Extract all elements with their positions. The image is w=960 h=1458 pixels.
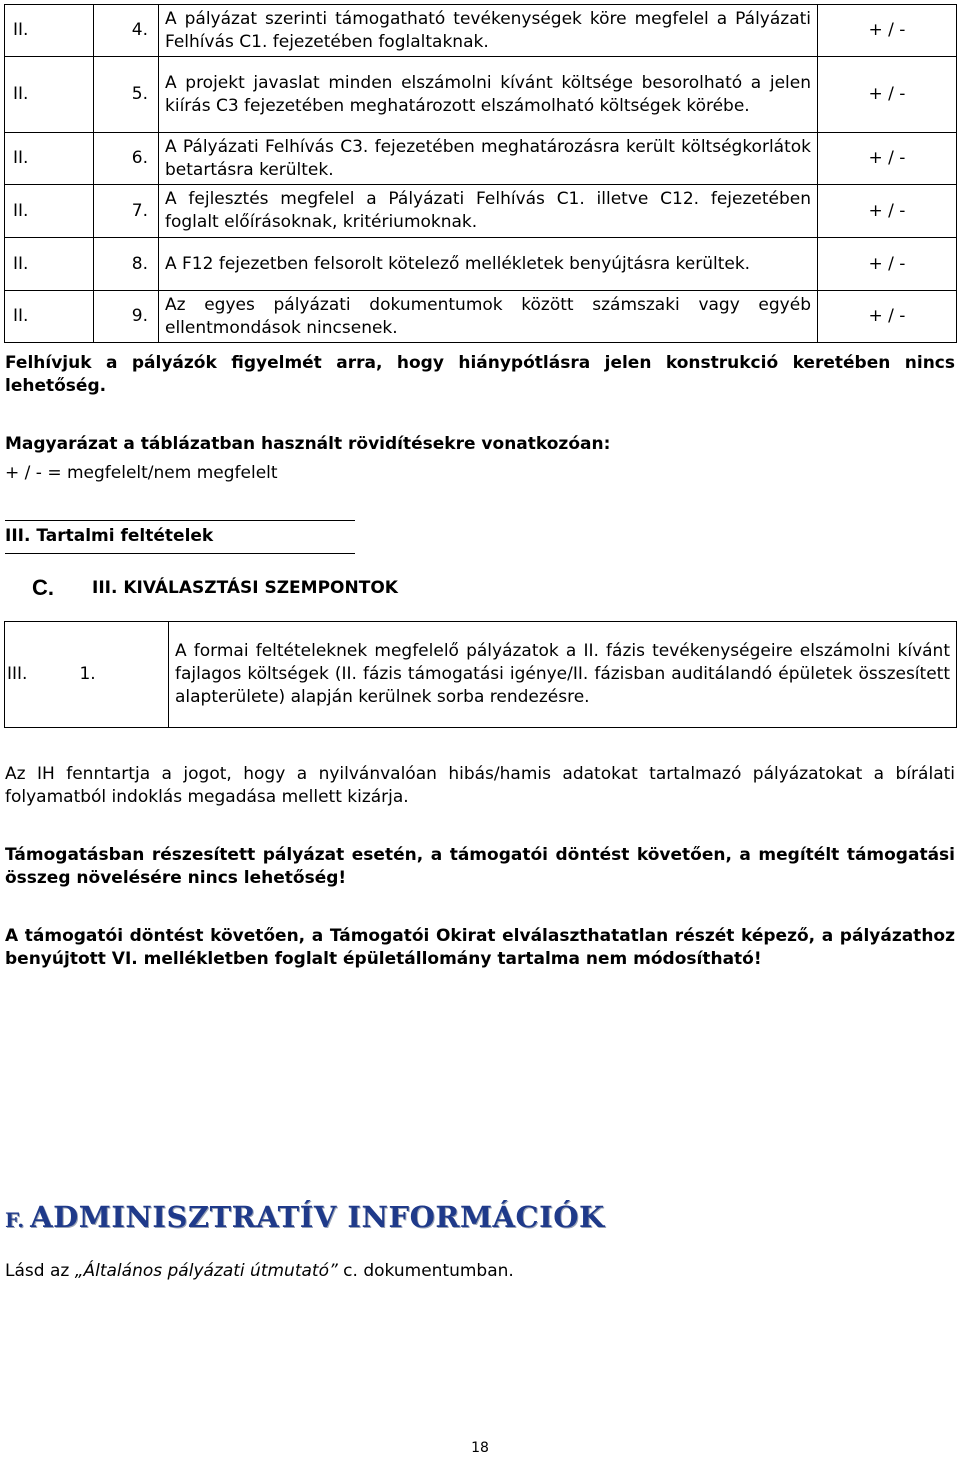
row-mark: + / - bbox=[818, 291, 957, 343]
row-mark: + / - bbox=[818, 185, 957, 238]
row-number: 9. bbox=[94, 291, 159, 343]
admin-text-after: c. dokumentumban. bbox=[337, 1261, 514, 1281]
row-number: 5. bbox=[94, 57, 159, 133]
row-section: II. bbox=[5, 133, 94, 185]
row-number: 6. bbox=[94, 133, 159, 185]
table-row bbox=[5, 622, 957, 728]
selection-criteria-table bbox=[4, 621, 957, 728]
table-row bbox=[5, 57, 957, 133]
section-f-letter: F. bbox=[5, 1208, 25, 1232]
row-section: II. bbox=[5, 57, 94, 133]
table-row bbox=[5, 5, 957, 57]
row-criterion-text: A pályázat szerinti támogatható tevékenységek köre megfelel a Pályázati Felhívás C1. fejezetében foglaltaknak. bbox=[159, 5, 818, 57]
row-section: II. bbox=[5, 5, 94, 57]
admin-text-guide-name: „Általános pályázati útmutató” bbox=[74, 1261, 338, 1281]
table-row bbox=[5, 133, 957, 185]
no-remedy-notice: Felhívjuk a pályázók figyelmét arra, hogy hiánypótlásra jelen konstrukció keretében nincs lehetőség. bbox=[5, 353, 955, 396]
row-section: II. bbox=[5, 185, 94, 238]
row-criterion-text: A F12 fejezetben felsorolt kötelező mellékletek benyújtásra kerültek. bbox=[159, 238, 818, 291]
row-criterion-text: A fejlesztés megfelel a Pályázati Felhívás C1. illetve C12. fejezetében foglalt előírásoknak, kritériumoknak. bbox=[159, 185, 818, 238]
selection-row-number: 1. bbox=[79, 664, 96, 684]
selection-row-text: A formai feltételeknek megfelelő pályázatok a II. fázis tevékenységeire elszámolni kívánt fajlagos költségek (II. fázis támogatási igénye/II. fázisban auditálandó épületek összesített alapterülete) alapján kerülnek sorba rendezésre. bbox=[169, 622, 957, 728]
section-f-title: ADMINISZTRATÍV INFORMÁCIÓK bbox=[30, 1200, 605, 1234]
page-number: 18 bbox=[471, 1440, 489, 1456]
selection-row-id bbox=[5, 622, 169, 728]
table-row bbox=[5, 238, 957, 291]
row-criterion-text: A Pályázati Felhívás C3. fejezetében meghatározásra került költségkorlátok betartásra kerültek. bbox=[159, 133, 818, 185]
section-c-title: III. KIVÁLASZTÁSI SZEMPONTOK bbox=[92, 578, 398, 598]
section-c-label: C. bbox=[32, 575, 54, 600]
row-number: 8. bbox=[94, 238, 159, 291]
row-mark: + / - bbox=[818, 57, 957, 133]
row-criterion-text: Az egyes pályázati dokumentumok között számszaki vagy egyéb ellentmondások nincsenek. bbox=[159, 291, 818, 343]
row-mark: + / - bbox=[818, 5, 957, 57]
row-section: II. bbox=[5, 238, 94, 291]
no-increase-paragraph: Támogatásban részesített pályázat esetén, a támogatói döntést követően, a megítélt támogatási összeg növelésére nincs lehetőség! bbox=[5, 845, 955, 888]
legend-title: Magyarázat a táblázatban használt rövidítésekre vonatkozóan: bbox=[5, 434, 611, 454]
admin-info-text bbox=[5, 1260, 955, 1283]
row-mark: + / - bbox=[818, 238, 957, 291]
eligibility-checklist-table bbox=[4, 4, 957, 343]
row-number: 4. bbox=[94, 5, 159, 57]
okirat-paragraph: A támogatói döntést követően, a Támogatói Okirat elválaszthatatlan részét képező, a pályázathoz benyújtott VI. mellékletben foglalt épületállomány tartalma nem módosítható! bbox=[5, 926, 955, 969]
section-f-heading bbox=[5, 1200, 605, 1234]
row-number: 7. bbox=[94, 185, 159, 238]
table-row bbox=[5, 185, 957, 238]
admin-text-before: Lásd az bbox=[5, 1261, 75, 1281]
ih-exclusion-paragraph: Az IH fenntartja a jogot, hogy a nyilvánvalóan hibás/hamis adatokat tartalmazó pályázatokat a bírálati folyamatból indoklás megadása mellett kizárja. bbox=[5, 764, 955, 807]
section-3-heading: III. Tartalmi feltételek bbox=[5, 520, 355, 554]
row-criterion-text: A projekt javaslat minden elszámolni kívánt költsége besorolható a jelen kiírás C3 fejezetében meghatározott elszámolható költségek körébe. bbox=[159, 57, 818, 133]
row-section: II. bbox=[5, 291, 94, 343]
selection-row-section: III. bbox=[7, 664, 28, 684]
table-row bbox=[5, 291, 957, 343]
legend-text: + / - = megfelelt/nem megfelelt bbox=[5, 463, 278, 483]
row-mark: + / - bbox=[818, 133, 957, 185]
